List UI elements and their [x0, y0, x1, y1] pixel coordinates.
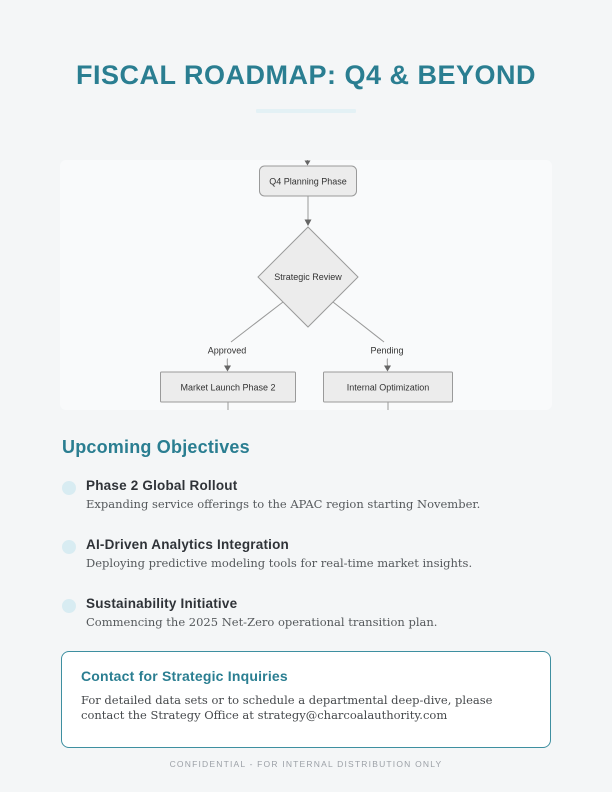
- bullet-icon: [62, 481, 76, 495]
- arrowhead-icon: [384, 366, 391, 372]
- objective-description: Deploying predictive modeling tools for real-time market insights.: [86, 556, 473, 570]
- flowchart-diagram: [60, 160, 552, 410]
- objective-content: [86, 596, 437, 630]
- objective-description: Commencing the 2025 Net-Zero operational transition plan.: [86, 615, 438, 629]
- footer-confidentiality: CONFIDENTIAL - FOR INTERNAL DISTRIBUTION ONLY: [169, 759, 443, 769]
- edge-start-review: [305, 196, 312, 226]
- objective-content: [86, 537, 472, 571]
- edge-review-launch: [204, 302, 283, 372]
- contact-heading: Contact for Strategic Inquiries: [81, 668, 288, 684]
- objectives-section-heading: Upcoming Objectives: [62, 437, 250, 457]
- contact-body-text: For detailed data sets or to schedule a departmental deep-dive, please contact the Strategy Office at: [81, 693, 493, 722]
- objectives-list: [62, 478, 542, 655]
- page-title: FISCAL ROADMAP: Q4 & BEYOND: [75, 60, 537, 90]
- flowchart-panel: [60, 160, 552, 410]
- svg-text:Pending: Pending: [370, 345, 404, 356]
- svg-text:Internal Optimization: Internal Optimization: [346, 382, 430, 393]
- contact-body: [81, 693, 509, 722]
- list-item: [62, 596, 542, 630]
- objective-description: Expanding service offerings to the APAC region starting November.: [86, 497, 481, 511]
- edge-entry-start: [305, 160, 311, 166]
- svg-text:Approved: Approved: [207, 345, 247, 356]
- bullet-icon: [62, 540, 76, 554]
- list-item: [62, 478, 542, 512]
- bullet-icon: [62, 599, 76, 613]
- edge-review-internal: [333, 302, 408, 372]
- node-internal-optimization: [324, 372, 453, 410]
- arrowhead-icon: [305, 161, 311, 166]
- svg-text:Strategic Review: Strategic Review: [274, 272, 342, 282]
- svg-text:Q4 Planning Phase: Q4 Planning Phase: [269, 176, 347, 187]
- node-strategic-review: [258, 227, 358, 327]
- title-divider: [256, 109, 356, 113]
- objective-title: AI-Driven Analytics Integration: [86, 537, 289, 552]
- arrowhead-icon: [224, 366, 231, 372]
- node-q4-planning-phase: [260, 166, 357, 196]
- svg-text:Market Launch Phase 2: Market Launch Phase 2: [180, 382, 276, 393]
- objective-title: Phase 2 Global Rollout: [86, 478, 238, 493]
- contact-box: [61, 651, 551, 748]
- objective-content: [86, 478, 480, 512]
- node-market-launch-phase-2: [161, 372, 296, 410]
- objective-title: Sustainability Initiative: [86, 596, 238, 611]
- list-item: [62, 537, 542, 571]
- contact-email: strategy@charcoalauthority.com: [257, 707, 448, 722]
- arrowhead-icon: [305, 220, 312, 227]
